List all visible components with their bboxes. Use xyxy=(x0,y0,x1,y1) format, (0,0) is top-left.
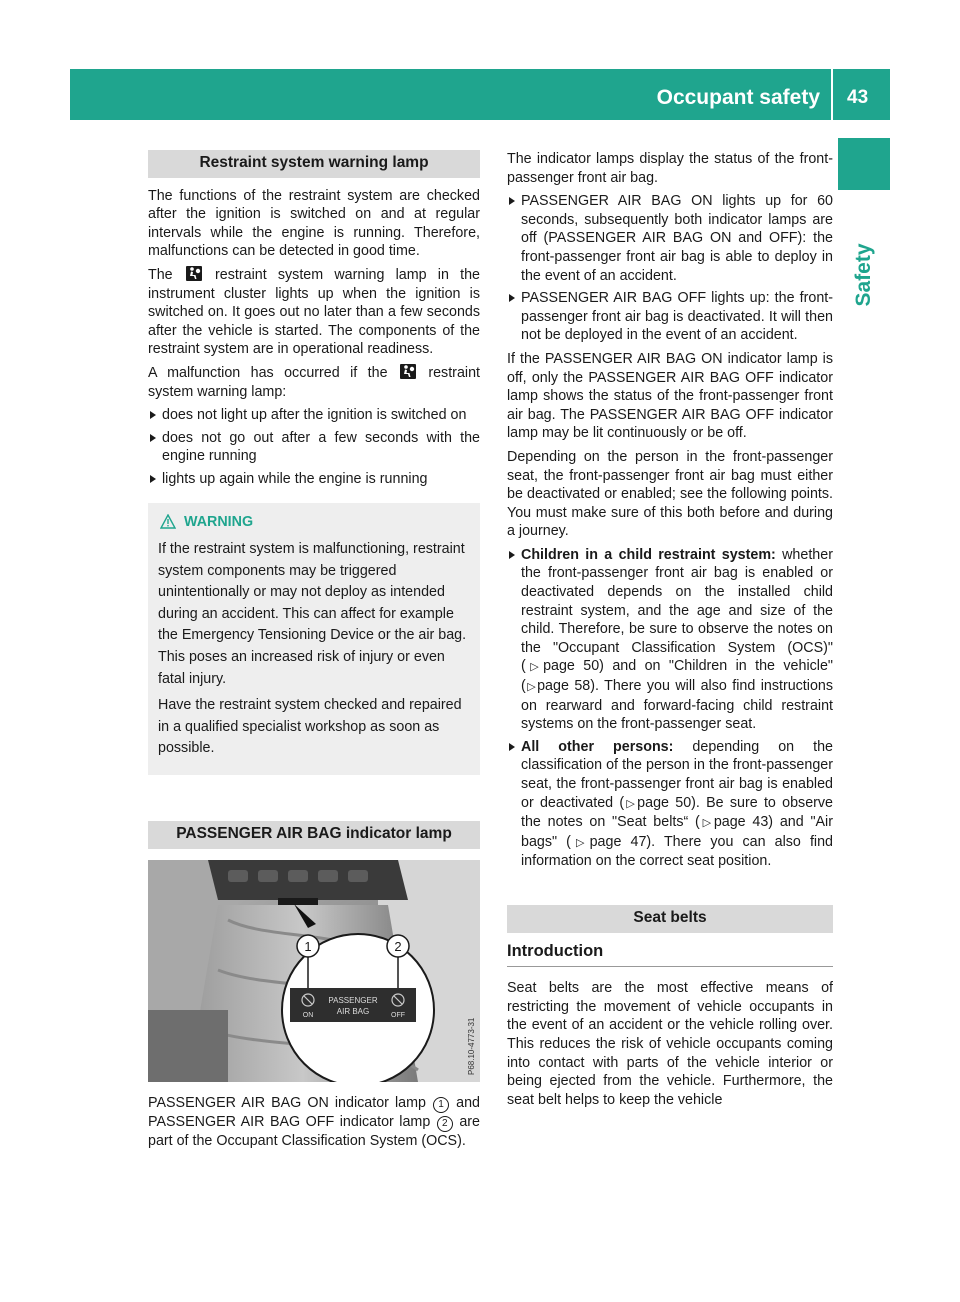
photo-label-on: ON xyxy=(302,1011,314,1019)
callout-2-icon: 2 xyxy=(437,1116,453,1132)
restraint-system-warning-icon xyxy=(186,266,202,281)
photo-label-passenger: PASSENGER xyxy=(328,995,378,1005)
page-ref-arrow-icon: ▷ xyxy=(699,817,714,830)
right-column xyxy=(507,150,833,1114)
side-tab-marker xyxy=(838,138,890,190)
malfunction-list xyxy=(148,406,480,488)
list-item: Children in a child restraint system: whether the front-passenger front air bag is enabled or deactivated depends on the installed child restraint system, and the age and size of the child. Therefore, be sure to observe the notes on the "Occupant Classification System (OCS)" (▷page 50) and on "Children in the vehicle" (▷page 58). There you will also find instructions on rearward and forward-facing child restraint systems on the front-passenger seat. xyxy=(507,546,833,734)
paragraph: If the PASSENGER AIR BAG ON indicator lamp is off, only the PASSENGER AIR BAG OFF indicator lamp shows the status of the front-passenger front air bag. The PASSENGER AIR BAG OFF indicator lamp may be lit continuously or be off. xyxy=(507,350,833,442)
page-ref-arrow-icon: ▷ xyxy=(525,681,538,694)
left-column xyxy=(148,150,480,1156)
indicator-lamp-photo xyxy=(148,860,480,1082)
list-item: lights up again while the engine is running xyxy=(148,470,480,489)
list-item: All other persons: depending on the classification of the person in the front-passenger seat, the front-passenger front air bag is enabled or deactivated (▷page 50). Be sure to observe the notes on "Seat belts“ (▷page 43) and "Air bags" (▷page 47). There you can also find information on the correct seat position. xyxy=(507,738,833,871)
page-ref-arrow-icon: ▷ xyxy=(525,661,544,674)
page-reference-link[interactable]: page 43) and "Air bags" ( xyxy=(521,814,833,850)
photo-caption: PASSENGER AIR BAG ON indicator lamp 1 and PASSENGER AIR BAG OFF indicator lamp 2 are part of the Occupant Classification System (OCS). xyxy=(148,1094,480,1149)
photo-code: P68.10-4773-31 xyxy=(467,1017,476,1075)
page-number: 43 xyxy=(847,87,869,108)
subheading: Introduction xyxy=(507,942,833,968)
page-reference-link[interactable]: page 50) and on "Children in the vehicle" ( xyxy=(521,658,833,695)
header-divider xyxy=(831,69,833,120)
indicator-status-list xyxy=(507,192,833,345)
photo-marker-1: 1 xyxy=(304,938,312,954)
page-ref-arrow-icon: ▷ xyxy=(624,797,638,810)
section-heading: PASSENGER AIR BAG indicator lamp xyxy=(148,821,480,849)
page-reference-link[interactable]: page 58). There you will also find instructions on rearward and forward-facing child restraint systems on the front-passenger seat. xyxy=(521,678,833,733)
warning-triangle-icon xyxy=(160,514,176,529)
section-heading: Seat belts xyxy=(507,905,833,933)
list-item: PASSENGER AIR BAG OFF lights up: the front-passenger front air bag is deactivated. It will then not be deployed in the event of an accident. xyxy=(507,289,833,345)
chapter-title: Occupant safety xyxy=(656,86,820,109)
paragraph: The functions of the restraint system are checked after the ignition is switched on and at regular intervals while the engine is running. Therefore, malfunctions can be detected in good time. xyxy=(148,187,480,260)
warning-title: WARNING xyxy=(158,513,470,532)
warning-text: Have the restraint system checked and repaired in a qualified specialist workshop as soon as possible. xyxy=(158,697,462,757)
paragraph: Depending on the person in the front-passenger seat, the front-passenger front air bag must either be deactivated or enabled; see the following points. You must make sure of this both before and during a journey. xyxy=(507,448,833,540)
page-reference-link[interactable]: page 50). Be sure to observe the notes on "Seat belts“ ( xyxy=(521,794,833,831)
list-item: PASSENGER AIR BAG ON lights up for 60 seconds, subsequently both indicator lamps are off (PASSENGER AIR BAG ON and OFF): the front-passenger front air bag is able to deploy in the event of an accident. xyxy=(507,192,833,285)
page-header xyxy=(70,69,890,120)
photo-label-airbag: AIR BAG xyxy=(336,1006,370,1016)
section-heading: Restraint system warning lamp xyxy=(148,150,480,178)
warning-text: If the restraint system is malfunctioning, restraint system components may be triggered unintentionally or may not deploy as intended during an accident. This can affect for example the Emergency Tensioning Device or the air bag. This poses an increased risk of injury or even fatal injury. xyxy=(158,541,467,687)
paragraph: The restraint system warning lamp in the instrument cluster lights up when the ignition is switched on. It goes out no later than a few seconds after the vehicle is started. The components of the restraint system are in operational readiness. xyxy=(148,266,480,358)
photo-marker-2: 2 xyxy=(394,938,402,954)
list-item: does not go out after a few seconds with the engine running xyxy=(148,429,480,466)
callout-1-icon: 1 xyxy=(433,1097,449,1113)
paragraph: Seat belts are the most effective means of restricting the movement of vehicle occupants in the event of an accident or the vehicle rolling over. This reduces the risk of vehicle occupants coming into contact with parts of the vehicle interior or being ejected from the vehicle. Furthermore, the seat belt helps to keep the vehicle xyxy=(507,980,833,1108)
restraint-system-warning-icon xyxy=(400,364,416,379)
occupant-list xyxy=(507,546,833,871)
page-reference-link[interactable]: page 47). There you can also find information on the correct seat position. xyxy=(521,833,833,870)
photo-label-off: OFF xyxy=(391,1011,405,1019)
paragraph: A malfunction has occurred if the restraint system warning lamp: xyxy=(148,364,480,400)
list-item: does not light up after the ignition is switched on xyxy=(148,406,480,425)
paragraph: The indicator lamps display the status of the front-passenger front air bag. xyxy=(507,151,833,186)
page-ref-arrow-icon: ▷ xyxy=(570,836,590,849)
warning-box xyxy=(148,503,480,776)
